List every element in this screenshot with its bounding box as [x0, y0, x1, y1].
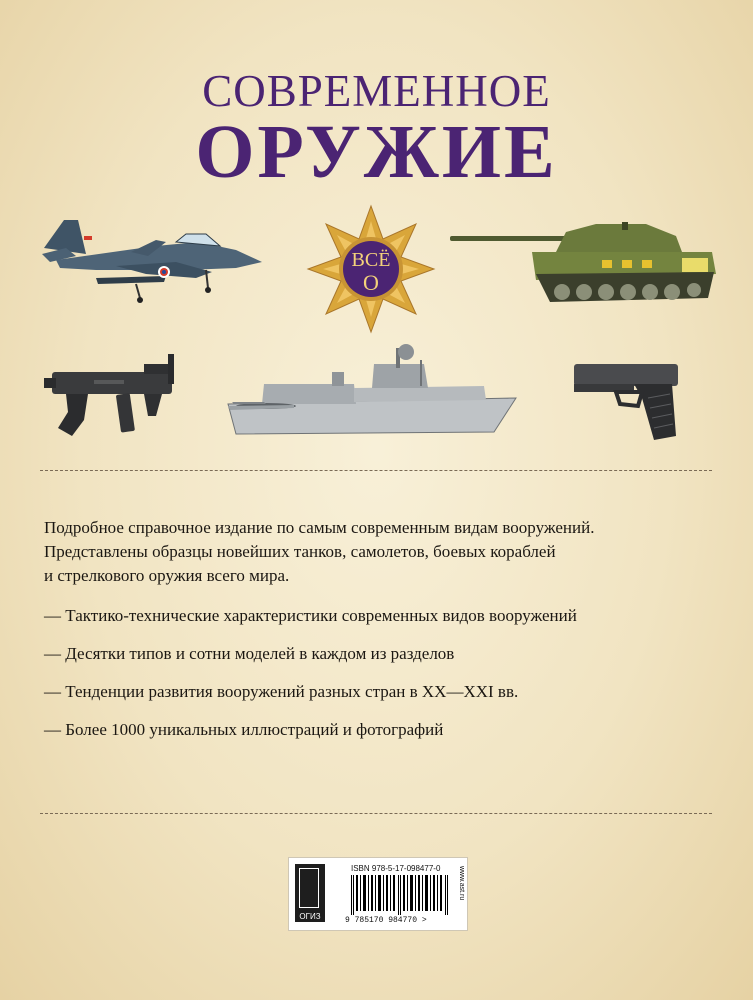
- bullet-item: — Тенденции развития вооружений разных стран в XX—XXI вв.: [44, 682, 519, 701]
- bullet-item: — Десятки типов и сотни моделей в каждом из разделов: [44, 644, 455, 663]
- jet-aircraft-illustration: [36, 212, 268, 304]
- barcode-digits: 9 785170 984770 >: [345, 916, 427, 925]
- submachine-gun-illustration: [44, 350, 180, 440]
- pistol-illustration: [572, 358, 684, 442]
- bottom-divider: [40, 813, 712, 814]
- tank-illustration: [446, 222, 718, 312]
- warship-illustration: [224, 338, 520, 438]
- barcode-block: [288, 857, 468, 931]
- series-badge: [306, 204, 436, 334]
- intro-line: Представлены образцы новейших танков, самолетов, боевых кораблей: [44, 542, 556, 561]
- bullet-item: — Тактико-технические характеристики современных видов вооружений: [44, 606, 577, 625]
- badge-line-1: ВСЁ: [351, 249, 391, 271]
- intro-line: и стрелкового оружия всего мира.: [44, 566, 290, 585]
- bullet-item: — Более 1000 уникальных иллюстраций и фотографий: [44, 720, 444, 739]
- description-block: [44, 516, 714, 742]
- publisher-name: ОГИЗ: [299, 912, 321, 921]
- title-line-2: ОРУЖИЕ: [195, 110, 558, 194]
- title-line-1: СОВРЕМЕННОЕ: [202, 66, 551, 116]
- badge-line-2: О: [363, 270, 379, 295]
- barcode-bars: [351, 875, 449, 915]
- publisher-logo: [295, 864, 325, 922]
- intro-paragraph: [44, 516, 714, 588]
- intro-line: Подробное справочное издание по самым современным видам вооружений.: [44, 518, 595, 537]
- publisher-website: www.ast.ru: [458, 866, 465, 901]
- isbn-number: ISBN 978-5-17-098477-0: [351, 864, 441, 873]
- top-divider: [40, 470, 712, 471]
